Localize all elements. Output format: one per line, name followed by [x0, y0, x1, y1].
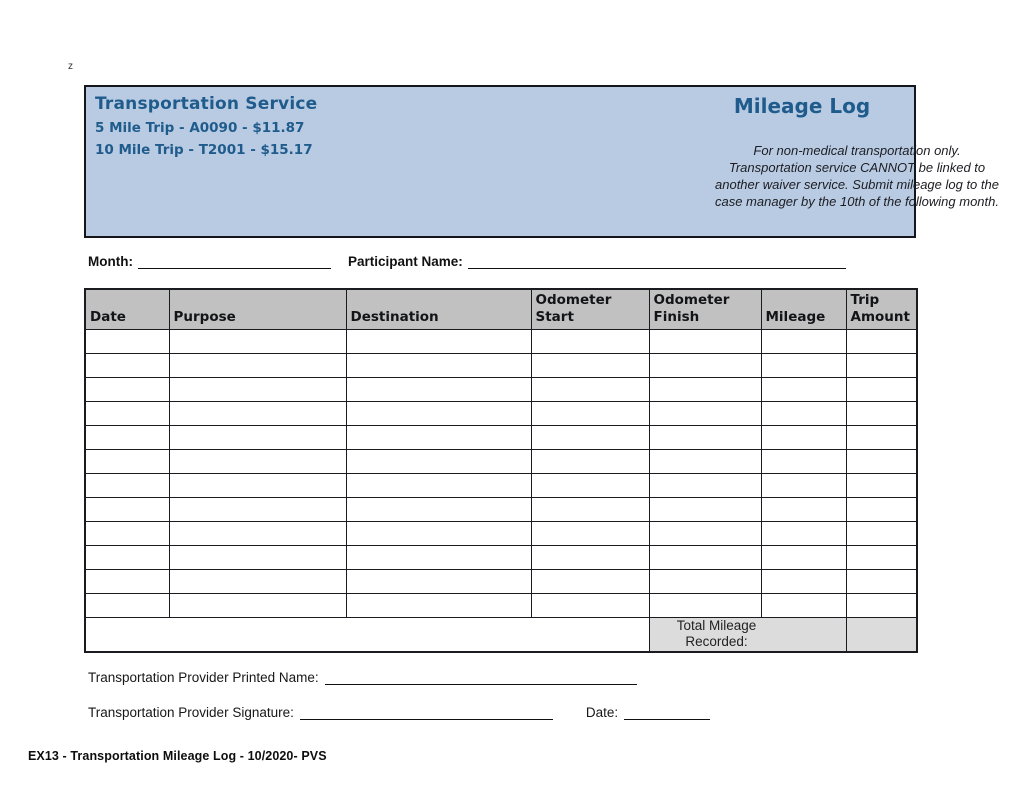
empty-cell[interactable]: [531, 570, 649, 594]
signature-label: Transportation Provider Signature:: [88, 705, 294, 720]
table-row: [85, 498, 917, 522]
empty-cell[interactable]: [346, 354, 531, 378]
empty-cell[interactable]: [846, 378, 917, 402]
empty-cell[interactable]: [169, 522, 346, 546]
participant-name-label: Participant Name:: [347, 254, 463, 269]
empty-cell[interactable]: [531, 402, 649, 426]
total-mileage-label-cell: [649, 618, 846, 652]
column-header-odometer-start: Odometer Start: [531, 289, 649, 330]
empty-cell[interactable]: [531, 498, 649, 522]
empty-cell[interactable]: [346, 546, 531, 570]
empty-cell[interactable]: [85, 378, 169, 402]
empty-cell[interactable]: [169, 426, 346, 450]
header-box: [84, 85, 999, 238]
page-title: Mileage Log: [733, 94, 871, 118]
service-rates-block: [95, 94, 317, 158]
document-footer: EX13 - Transportation Mileage Log - 10/2020- PVS: [28, 749, 327, 763]
empty-cell[interactable]: [85, 354, 169, 378]
instructions-note: For non-medical transportation only. Transportation service CANNOT be linked to another waiver service. Submit mileage log to the case manager by the 10th of the following month.: [714, 143, 999, 209]
column-header-mileage: Mileage: [761, 289, 846, 330]
empty-cell[interactable]: [846, 498, 917, 522]
empty-cell[interactable]: [846, 450, 917, 474]
empty-cell[interactable]: [761, 450, 846, 474]
empty-cell[interactable]: [649, 450, 761, 474]
table-row: [85, 378, 917, 402]
month-field[interactable]: [138, 255, 331, 269]
empty-cell[interactable]: [346, 522, 531, 546]
total-row: [85, 618, 917, 652]
empty-cell[interactable]: [85, 402, 169, 426]
table-row: [85, 594, 917, 618]
total-mileage-value-cell[interactable]: [846, 618, 917, 652]
empty-cell[interactable]: [846, 570, 917, 594]
empty-cell[interactable]: [846, 522, 917, 546]
total-mileage-label: Total Mileage Recorded:: [676, 618, 757, 650]
empty-cell[interactable]: [85, 498, 169, 522]
empty-cell[interactable]: [346, 378, 531, 402]
empty-cell[interactable]: [346, 330, 531, 354]
empty-cell[interactable]: [846, 330, 917, 354]
empty-cell[interactable]: [169, 378, 346, 402]
empty-cell[interactable]: [761, 426, 846, 450]
empty-cell[interactable]: [346, 498, 531, 522]
empty-cell[interactable]: [169, 498, 346, 522]
empty-cell[interactable]: [649, 474, 761, 498]
empty-cell[interactable]: [346, 474, 531, 498]
empty-cell[interactable]: [346, 594, 531, 618]
empty-cell[interactable]: [846, 354, 917, 378]
month-label: Month:: [88, 254, 133, 269]
empty-cell[interactable]: [649, 426, 761, 450]
service-title: Transportation Service: [95, 94, 318, 114]
empty-cell[interactable]: [846, 546, 917, 570]
empty-cell[interactable]: [649, 330, 761, 354]
empty-cell[interactable]: [85, 594, 169, 618]
empty-cell[interactable]: [85, 522, 169, 546]
printed-name-row: [88, 670, 637, 685]
empty-cell[interactable]: [761, 402, 846, 426]
empty-cell[interactable]: [531, 546, 649, 570]
empty-cell[interactable]: [531, 330, 649, 354]
empty-cell[interactable]: [169, 594, 346, 618]
column-header-destination: Destination: [346, 289, 531, 330]
empty-cell[interactable]: [649, 570, 761, 594]
empty-cell[interactable]: [531, 354, 649, 378]
table-header-row: [85, 289, 917, 330]
empty-cell[interactable]: [346, 570, 531, 594]
empty-cell[interactable]: [346, 450, 531, 474]
table-row: [85, 570, 917, 594]
empty-cell[interactable]: [761, 378, 846, 402]
date-label: Date:: [585, 705, 619, 720]
empty-cell[interactable]: [85, 546, 169, 570]
stray-character: z: [68, 61, 73, 72]
table-row: [85, 450, 917, 474]
empty-cell[interactable]: [649, 378, 761, 402]
empty-cell[interactable]: [85, 474, 169, 498]
empty-cell[interactable]: [761, 498, 846, 522]
empty-cell[interactable]: [761, 570, 846, 594]
empty-cell[interactable]: [85, 450, 169, 474]
total-row-blank-cell: [85, 618, 649, 652]
month-participant-row: [88, 254, 846, 269]
printed-name-field[interactable]: [325, 671, 637, 685]
table-row: [85, 522, 917, 546]
empty-cell[interactable]: [649, 354, 761, 378]
empty-cell[interactable]: [169, 474, 346, 498]
empty-cell[interactable]: [531, 522, 649, 546]
empty-cell[interactable]: [531, 378, 649, 402]
empty-cell[interactable]: [761, 330, 846, 354]
empty-cell[interactable]: [761, 522, 846, 546]
empty-cell[interactable]: [846, 474, 917, 498]
column-header-trip-amount: Trip Amount: [846, 289, 917, 330]
empty-cell[interactable]: [846, 426, 917, 450]
empty-cell[interactable]: [169, 354, 346, 378]
mileage-table: [84, 288, 918, 653]
signature-field[interactable]: [300, 706, 553, 720]
column-header-purpose: Purpose: [169, 289, 346, 330]
empty-cell[interactable]: [649, 546, 761, 570]
empty-cell[interactable]: [85, 570, 169, 594]
empty-cell[interactable]: [346, 402, 531, 426]
empty-cell[interactable]: [761, 354, 846, 378]
rate-line-5-mile: 5 Mile Trip - A0090 - $11.87: [95, 120, 305, 136]
empty-cell[interactable]: [846, 594, 917, 618]
empty-cell[interactable]: [85, 330, 169, 354]
table-row: [85, 402, 917, 426]
empty-cell[interactable]: [761, 594, 846, 618]
empty-cell[interactable]: [169, 450, 346, 474]
empty-cell[interactable]: [531, 474, 649, 498]
empty-cell[interactable]: [346, 426, 531, 450]
signature-row: [88, 705, 710, 720]
empty-cell[interactable]: [846, 402, 917, 426]
empty-cell[interactable]: [169, 570, 346, 594]
empty-cell[interactable]: [169, 546, 346, 570]
empty-cell[interactable]: [649, 522, 761, 546]
table-row: [85, 330, 917, 354]
empty-cell[interactable]: [531, 450, 649, 474]
column-header-date: Date: [85, 289, 169, 330]
rate-line-10-mile: 10 Mile Trip - T2001 - $15.17: [95, 142, 313, 158]
empty-cell[interactable]: [531, 426, 649, 450]
empty-cell[interactable]: [761, 474, 846, 498]
empty-cell[interactable]: [531, 594, 649, 618]
date-field[interactable]: [624, 706, 710, 720]
empty-cell[interactable]: [761, 546, 846, 570]
empty-cell[interactable]: [85, 426, 169, 450]
empty-cell[interactable]: [169, 330, 346, 354]
table-row: [85, 474, 917, 498]
table-row: [85, 354, 917, 378]
table-row: [85, 426, 917, 450]
column-header-odometer-finish: Odometer Finish: [649, 289, 761, 330]
participant-name-field[interactable]: [468, 255, 846, 269]
empty-cell[interactable]: [649, 402, 761, 426]
printed-name-label: Transportation Provider Printed Name:: [88, 670, 319, 685]
empty-cell[interactable]: [169, 402, 346, 426]
empty-cell[interactable]: [649, 594, 761, 618]
table-row: [85, 546, 917, 570]
empty-cell[interactable]: [649, 498, 761, 522]
